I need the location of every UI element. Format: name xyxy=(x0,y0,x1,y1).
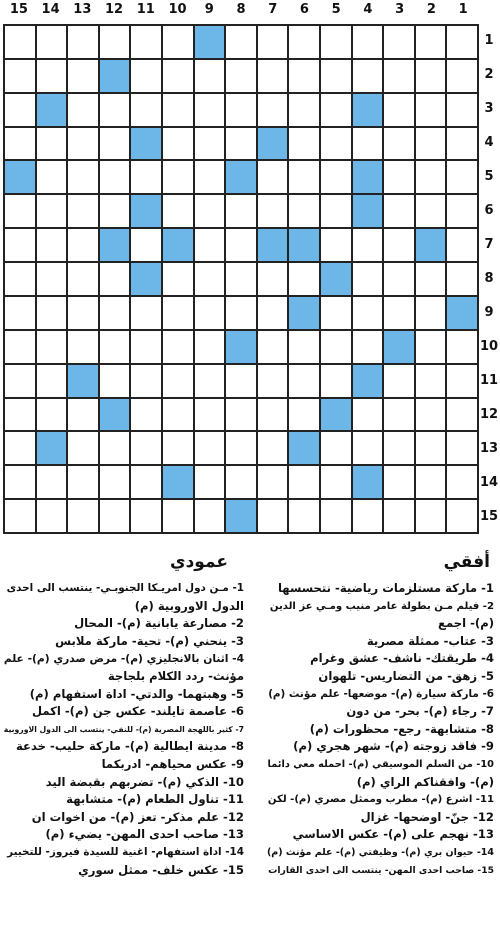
grid-cell[interactable] xyxy=(68,26,98,58)
row-number: 4 xyxy=(484,135,494,150)
grid-cell[interactable] xyxy=(5,229,35,261)
grid-cell[interactable] xyxy=(258,26,288,58)
down-clue-line: 11- تناول الطعام (م)- متشابهة xyxy=(66,792,244,807)
grid-cell[interactable] xyxy=(226,229,256,261)
across-clue-line: 14- حيوان بري (م)- وظيفتي (م)- علم مؤنث (م) xyxy=(266,846,494,858)
row-number: 3 xyxy=(484,101,494,116)
column-number: 6 xyxy=(299,2,309,17)
grid-cell[interactable] xyxy=(37,263,67,295)
grid-cell[interactable] xyxy=(321,161,351,193)
grid-cell[interactable] xyxy=(353,26,383,58)
grid-cell[interactable] xyxy=(384,161,414,193)
grid-cell[interactable] xyxy=(68,263,98,295)
across-clues xyxy=(264,580,494,879)
row-numbers xyxy=(478,24,500,534)
grid-cell[interactable] xyxy=(416,94,446,126)
grid-cell[interactable] xyxy=(416,432,446,464)
blocked-cell xyxy=(289,229,319,261)
grid-cell[interactable] xyxy=(37,128,67,160)
blocked-cell xyxy=(5,161,35,193)
blocked-cell xyxy=(258,229,288,261)
grid-cell[interactable] xyxy=(131,297,161,329)
blocked-cell xyxy=(321,399,351,431)
grid-cell[interactable] xyxy=(416,331,446,363)
grid-cell[interactable] xyxy=(258,331,288,363)
grid-cell[interactable] xyxy=(416,195,446,227)
across-clue-line: 15- صاحب احدى المهن- ينتسب الى احدى القارات xyxy=(268,864,494,876)
grid-cell[interactable] xyxy=(384,195,414,227)
grid-cell[interactable] xyxy=(163,263,193,295)
grid-cell[interactable] xyxy=(100,500,130,532)
grid-cell[interactable] xyxy=(5,60,35,92)
blocked-cell xyxy=(447,297,477,329)
grid-cell[interactable] xyxy=(5,195,35,227)
blocked-cell xyxy=(353,94,383,126)
column-number: 13 xyxy=(73,2,92,17)
down-clue-line: 12- علم مذكر- تعز (م)- من اخوات ان xyxy=(31,809,244,824)
column-number: 7 xyxy=(268,2,278,17)
grid-cell[interactable] xyxy=(100,331,130,363)
row-number: 14 xyxy=(479,475,499,490)
grid-cell[interactable] xyxy=(5,399,35,431)
grid-cell[interactable] xyxy=(289,500,319,532)
grid-cell[interactable] xyxy=(353,432,383,464)
grid-cell[interactable] xyxy=(416,399,446,431)
down-clues xyxy=(4,580,244,879)
grid-cell[interactable] xyxy=(5,466,35,498)
grid-cell[interactable] xyxy=(37,229,67,261)
grid-cell[interactable] xyxy=(131,229,161,261)
grid-cell[interactable] xyxy=(163,94,193,126)
grid-cell[interactable] xyxy=(226,297,256,329)
grid-cell[interactable] xyxy=(68,229,98,261)
row-number: 6 xyxy=(484,203,494,218)
grid-cell[interactable] xyxy=(447,26,477,58)
column-number: 5 xyxy=(331,2,341,17)
grid-cell[interactable] xyxy=(416,466,446,498)
grid-cell[interactable] xyxy=(289,331,319,363)
grid-cell[interactable] xyxy=(100,297,130,329)
grid-cell[interactable] xyxy=(37,331,67,363)
grid-cell[interactable] xyxy=(321,229,351,261)
grid-cell[interactable] xyxy=(321,128,351,160)
grid-cell[interactable] xyxy=(321,500,351,532)
row-number: 15 xyxy=(479,509,499,524)
grid-cell[interactable] xyxy=(321,26,351,58)
column-number: 15 xyxy=(9,2,28,17)
grid-cell[interactable] xyxy=(289,365,319,397)
grid-cell[interactable] xyxy=(384,399,414,431)
grid-cell[interactable] xyxy=(195,60,225,92)
down-clue-line: 5- وهبتهما- والدتي- اداة استفهام (م) xyxy=(29,686,244,701)
grid-cell[interactable] xyxy=(131,432,161,464)
column-number: 2 xyxy=(426,2,436,17)
grid-cell[interactable] xyxy=(321,432,351,464)
row-number: 8 xyxy=(484,271,494,286)
blocked-cell xyxy=(100,60,130,92)
grid-cell[interactable] xyxy=(68,128,98,160)
column-number: 3 xyxy=(395,2,405,17)
down-clue-line: 1- مـن دول امريـكا الجنوبـي- ينتسب الى احدى xyxy=(6,582,244,594)
row-number: 9 xyxy=(484,305,494,320)
grid-cell[interactable] xyxy=(226,94,256,126)
grid-cell[interactable] xyxy=(258,365,288,397)
column-number: 1 xyxy=(458,2,468,17)
down-clue-line: 3- ينحني (م)- تحية- ماركة ملابس xyxy=(55,633,244,648)
grid-cell[interactable] xyxy=(353,60,383,92)
grid-cell[interactable] xyxy=(384,60,414,92)
down-clue-line: 6- عاصمة تايلند- عكس جن (م)- اكمل xyxy=(31,704,244,719)
grid-cell[interactable] xyxy=(226,263,256,295)
grid-cell[interactable] xyxy=(163,26,193,58)
grid-cell[interactable] xyxy=(447,195,477,227)
grid-cell[interactable] xyxy=(384,26,414,58)
row-number: 2 xyxy=(484,67,494,82)
row-number: 5 xyxy=(484,169,494,184)
column-numbers xyxy=(0,0,500,24)
grid-cell[interactable] xyxy=(37,161,67,193)
grid-cell[interactable] xyxy=(131,399,161,431)
grid-cell[interactable] xyxy=(163,195,193,227)
grid-cell[interactable] xyxy=(321,331,351,363)
grid-cell[interactable] xyxy=(5,128,35,160)
down-clue-line: 8- مدينة ايطالية (م)- ماركة حليب- خدعة xyxy=(16,739,244,754)
grid-cell[interactable] xyxy=(195,94,225,126)
grid-cell[interactable] xyxy=(163,365,193,397)
grid-cell[interactable] xyxy=(258,399,288,431)
grid-cell[interactable] xyxy=(289,263,319,295)
grid-cell[interactable] xyxy=(68,466,98,498)
grid-cell[interactable] xyxy=(68,331,98,363)
grid-cell[interactable] xyxy=(447,94,477,126)
grid-cell[interactable] xyxy=(258,195,288,227)
down-clue-line: 2- مصارعة يابانية (م)- المحال xyxy=(74,616,244,631)
grid-cell[interactable] xyxy=(321,297,351,329)
grid-cell[interactable] xyxy=(195,229,225,261)
grid-cell[interactable] xyxy=(195,466,225,498)
blocked-cell xyxy=(100,399,130,431)
grid-cell[interactable] xyxy=(195,365,225,397)
grid-cell[interactable] xyxy=(163,161,193,193)
grid-cell[interactable] xyxy=(195,399,225,431)
grid-cell[interactable] xyxy=(5,331,35,363)
grid-cell[interactable] xyxy=(37,195,67,227)
across-clue-line: (م)- اجمع xyxy=(438,616,494,631)
column-number: 10 xyxy=(168,2,187,17)
grid-cell[interactable] xyxy=(195,500,225,532)
down-clue-line: الدول الاوروبية (م) xyxy=(134,598,244,613)
grid-cell[interactable] xyxy=(353,399,383,431)
grid-cell[interactable] xyxy=(100,195,130,227)
grid-cell[interactable] xyxy=(258,432,288,464)
blocked-cell xyxy=(131,128,161,160)
grid-cell[interactable] xyxy=(37,500,67,532)
grid-cell[interactable] xyxy=(131,466,161,498)
grid-cell[interactable] xyxy=(195,161,225,193)
grid-cell[interactable] xyxy=(353,229,383,261)
down-clue-line: 4- اثنان بالانجليزي (م)- مرض صدري (م)- علم xyxy=(3,652,244,666)
grid-cell[interactable] xyxy=(5,500,35,532)
blocked-cell xyxy=(131,195,161,227)
across-clue-line: 11- اشرع (م)- مطرب وممثل مصري (م)- لكن xyxy=(267,794,494,806)
grid-cell[interactable] xyxy=(447,466,477,498)
grid-cell[interactable] xyxy=(289,399,319,431)
blocked-cell xyxy=(353,161,383,193)
grid-cell[interactable] xyxy=(68,60,98,92)
blocked-cell xyxy=(289,432,319,464)
grid-cell[interactable] xyxy=(258,297,288,329)
across-clue-line: (م)- وافقناكم الراي (م) xyxy=(356,774,494,789)
grid-cell[interactable] xyxy=(321,466,351,498)
grid-cell[interactable] xyxy=(447,263,477,295)
grid-cell[interactable] xyxy=(416,60,446,92)
crossword-grid[interactable] xyxy=(3,24,479,534)
grid-cell[interactable] xyxy=(416,297,446,329)
blocked-cell xyxy=(353,466,383,498)
grid-cell[interactable] xyxy=(384,128,414,160)
down-clue-line: 14- اداة استفهام- اغنية للسيدة فيروز- للتخيير xyxy=(7,845,244,858)
blocked-cell xyxy=(226,500,256,532)
grid-cell[interactable] xyxy=(416,26,446,58)
column-number: 12 xyxy=(105,2,124,17)
grid-cell[interactable] xyxy=(289,466,319,498)
grid-cell[interactable] xyxy=(68,500,98,532)
grid-cell[interactable] xyxy=(100,466,130,498)
grid-cell[interactable] xyxy=(37,466,67,498)
grid-cell[interactable] xyxy=(447,500,477,532)
column-number: 4 xyxy=(363,2,373,17)
column-number: 11 xyxy=(136,2,155,17)
blocked-cell xyxy=(321,263,351,295)
grid-cell[interactable] xyxy=(68,297,98,329)
grid-cell[interactable] xyxy=(131,94,161,126)
down-clue-line: 15- عكس خلف- ممثل سوري xyxy=(78,862,244,877)
grid-cell[interactable] xyxy=(321,195,351,227)
row-number: 7 xyxy=(484,237,494,252)
grid-cell[interactable] xyxy=(68,195,98,227)
across-clue-line: 6- ماركة سيارة (م)- موضعها- علم مؤنث (م) xyxy=(268,687,494,700)
blocked-cell xyxy=(195,26,225,58)
blocked-cell xyxy=(37,432,67,464)
grid-cell[interactable] xyxy=(131,365,161,397)
across-heading: أفقي xyxy=(443,552,490,572)
grid-cell[interactable] xyxy=(384,263,414,295)
grid-cell[interactable] xyxy=(37,365,67,397)
blocked-cell xyxy=(100,229,130,261)
grid-cell[interactable] xyxy=(226,128,256,160)
blocked-cell xyxy=(68,365,98,397)
grid-cell[interactable] xyxy=(37,399,67,431)
grid-cell[interactable] xyxy=(226,365,256,397)
grid-cell[interactable] xyxy=(131,161,161,193)
grid-cell[interactable] xyxy=(226,60,256,92)
row-number: 1 xyxy=(484,33,494,48)
grid-cell[interactable] xyxy=(195,331,225,363)
blocked-cell xyxy=(163,229,193,261)
grid-cell[interactable] xyxy=(163,60,193,92)
down-clue-line: 13- صاحب احدى المهن- يضيء (م) xyxy=(45,827,244,842)
grid-cell[interactable] xyxy=(163,399,193,431)
blocked-cell xyxy=(416,229,446,261)
grid-cell[interactable] xyxy=(416,161,446,193)
across-clue-line: 1- ماركة مستلزمات رياضية- نتحسسها xyxy=(277,581,494,595)
grid-cell[interactable] xyxy=(258,161,288,193)
grid-cell[interactable] xyxy=(226,195,256,227)
grid-cell[interactable] xyxy=(289,94,319,126)
grid-cell[interactable] xyxy=(416,263,446,295)
grid-cell[interactable] xyxy=(163,500,193,532)
grid-cell[interactable] xyxy=(68,399,98,431)
blocked-cell xyxy=(226,161,256,193)
grid-cell[interactable] xyxy=(131,500,161,532)
blocked-cell xyxy=(163,466,193,498)
blocked-cell xyxy=(131,263,161,295)
grid-cell[interactable] xyxy=(384,94,414,126)
grid-cell[interactable] xyxy=(100,263,130,295)
grid-cell[interactable] xyxy=(37,60,67,92)
across-clue-line: 3- عتاب- ممثلة مصرية xyxy=(366,633,494,648)
across-clue-line: 9- فاقد زوجته (م)- شهر هجري (م) xyxy=(293,739,494,754)
grid-cell[interactable] xyxy=(258,60,288,92)
across-clue-line: 12- جنّ- اوضحها- غزال xyxy=(360,809,494,824)
grid-cell[interactable] xyxy=(226,399,256,431)
row-number: 12 xyxy=(479,407,499,422)
grid-cell[interactable] xyxy=(5,94,35,126)
grid-cell[interactable] xyxy=(163,297,193,329)
down-clue-line: 7- كثير باللهجة المصرية (م)- للنفي- ينتسب الى الدول الاوروبية xyxy=(3,724,244,734)
grid-cell[interactable] xyxy=(37,26,67,58)
grid-cell[interactable] xyxy=(258,263,288,295)
grid-cell[interactable] xyxy=(131,331,161,363)
grid-cell[interactable] xyxy=(289,60,319,92)
column-number: 9 xyxy=(204,2,214,17)
grid-cell[interactable] xyxy=(258,466,288,498)
grid-cell[interactable] xyxy=(447,128,477,160)
grid-cell[interactable] xyxy=(447,399,477,431)
grid-cell[interactable] xyxy=(258,94,288,126)
row-number: 10 xyxy=(479,339,499,354)
across-clue-line: 8- متشابهة- رجع- محظورات (م) xyxy=(309,721,494,736)
grid-cell[interactable] xyxy=(195,263,225,295)
grid-cell[interactable] xyxy=(321,365,351,397)
across-clue-line: 7- رجاء (م)- بحر- من دون xyxy=(346,704,494,719)
grid-cell[interactable] xyxy=(353,128,383,160)
across-clue-line: 5- زهق- من التضاريس- تلهوان xyxy=(318,668,494,683)
column-number: 14 xyxy=(41,2,60,17)
grid-cell[interactable] xyxy=(5,263,35,295)
grid-cell[interactable] xyxy=(447,432,477,464)
blocked-cell xyxy=(258,128,288,160)
grid-cell[interactable] xyxy=(321,94,351,126)
grid-cell[interactable] xyxy=(384,365,414,397)
grid-cell[interactable] xyxy=(353,500,383,532)
grid-cell[interactable] xyxy=(68,432,98,464)
grid-cell[interactable] xyxy=(384,229,414,261)
grid-cell[interactable] xyxy=(195,128,225,160)
blocked-cell xyxy=(353,195,383,227)
grid-cell[interactable] xyxy=(100,26,130,58)
grid-cell[interactable] xyxy=(163,432,193,464)
down-clue-line: 9- عكس محياهم- ادربكما xyxy=(101,756,244,771)
grid-cell[interactable] xyxy=(321,60,351,92)
grid-cell[interactable] xyxy=(353,297,383,329)
grid-cell[interactable] xyxy=(226,466,256,498)
grid-cell[interactable] xyxy=(195,432,225,464)
grid-cell[interactable] xyxy=(5,26,35,58)
blocked-cell xyxy=(353,365,383,397)
grid-cell[interactable] xyxy=(384,466,414,498)
grid-cell[interactable] xyxy=(226,26,256,58)
grid-cell[interactable] xyxy=(289,161,319,193)
grid-cell[interactable] xyxy=(258,500,288,532)
grid-cell[interactable] xyxy=(353,331,383,363)
grid-cell[interactable] xyxy=(163,331,193,363)
grid-cell[interactable] xyxy=(195,195,225,227)
grid-cell[interactable] xyxy=(384,432,414,464)
grid-cell[interactable] xyxy=(68,161,98,193)
grid-cell[interactable] xyxy=(5,432,35,464)
down-clue-line: مؤنث- ردد الكلام بلجاجة xyxy=(107,668,244,683)
grid-cell[interactable] xyxy=(416,500,446,532)
grid-cell[interactable] xyxy=(100,432,130,464)
grid-cell[interactable] xyxy=(100,365,130,397)
grid-cell[interactable] xyxy=(100,161,130,193)
grid-cell[interactable] xyxy=(131,26,161,58)
blocked-cell xyxy=(289,297,319,329)
grid-cell[interactable] xyxy=(416,365,446,397)
grid-cell[interactable] xyxy=(289,195,319,227)
grid-cell[interactable] xyxy=(131,60,161,92)
grid-cell[interactable] xyxy=(100,94,130,126)
grid-cell[interactable] xyxy=(384,500,414,532)
row-number: 11 xyxy=(479,373,499,388)
grid-cell[interactable] xyxy=(447,161,477,193)
blocked-cell xyxy=(226,331,256,363)
grid-cell[interactable] xyxy=(100,128,130,160)
grid-cell[interactable] xyxy=(289,26,319,58)
grid-cell[interactable] xyxy=(447,60,477,92)
grid-cell[interactable] xyxy=(37,297,67,329)
grid-cell[interactable] xyxy=(5,297,35,329)
grid-cell[interactable] xyxy=(68,94,98,126)
column-number: 8 xyxy=(236,2,246,17)
blocked-cell xyxy=(384,331,414,363)
across-clue-line: 4- طريقتك- ناشف- عشق وغرام xyxy=(310,651,494,666)
grid-cell[interactable] xyxy=(416,128,446,160)
grid-cell[interactable] xyxy=(226,432,256,464)
grid-cell[interactable] xyxy=(384,297,414,329)
grid-cell[interactable] xyxy=(163,128,193,160)
grid-cell[interactable] xyxy=(353,263,383,295)
down-heading: عمودي xyxy=(170,552,228,572)
grid-cell[interactable] xyxy=(289,128,319,160)
grid-cell[interactable] xyxy=(195,297,225,329)
across-clue-line: 2- فيلم مـن بطولة عامر منيب ومـي عز الدين xyxy=(269,600,494,612)
grid-cell[interactable] xyxy=(447,331,477,363)
grid-cell[interactable] xyxy=(447,229,477,261)
blocked-cell xyxy=(37,94,67,126)
across-clue-line: 10- من السلم الموسيقي (م)- احمله معي دائما xyxy=(267,758,494,770)
down-clue-line: 10- الذكي (م)- تضربهم بقبضة اليد xyxy=(45,774,244,789)
row-number: 13 xyxy=(479,441,499,456)
grid-cell[interactable] xyxy=(447,365,477,397)
grid-cell[interactable] xyxy=(5,365,35,397)
across-clue-line: 13- نهجم على (م)- عكس الاساسي xyxy=(292,827,494,842)
